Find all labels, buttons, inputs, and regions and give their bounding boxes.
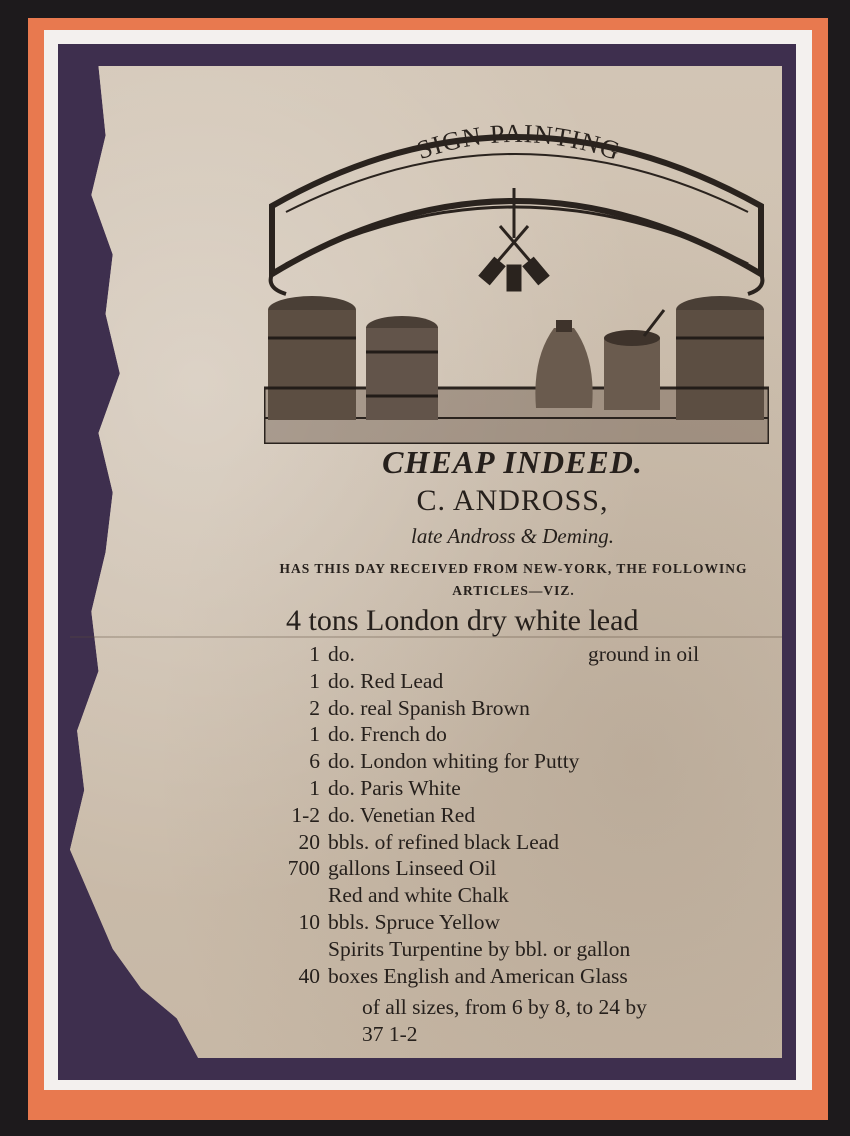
article-quantity: 1 [309,668,320,693]
article-item [250,910,775,937]
article-text: Red and white Chalk [328,883,509,908]
jug-icon [535,320,592,408]
article-item [250,722,775,749]
received-notice: HAS THIS DAY RECEIVED FROM NEW-YORK, THE FOLLOWING ARTICLES—VIZ. [279,561,748,598]
article-item [250,856,775,883]
article-item [250,749,775,776]
headline: CHEAP INDEED. [382,444,643,480]
article-text: bbls. of refined black Lead [328,829,560,854]
article-item [250,776,775,803]
article-quantity: 1 [309,642,320,666]
article-tail: ground in oil [588,642,700,666]
continuation [362,994,647,1048]
article-quantity: 1 [309,775,320,800]
article-text: boxes English and American Glass [328,963,628,988]
sign-painting-woodcut [264,88,769,444]
article-quantity: 10 [298,909,320,934]
article-quantity: 40 [298,963,320,988]
woodcut-title: SIGN PAINTING [413,118,625,167]
article-text: do. [328,642,355,666]
article-item [250,883,775,910]
barrel-icon [366,316,438,420]
article-quantity: 2 [309,695,320,720]
article-item [250,803,775,830]
article-item [250,669,775,696]
former-firm: late Andross & Deming. [411,524,614,548]
article-quantity: 1-2 [291,802,320,827]
continuation-line: of all sizes, from 6 by 8, to 24 by [362,995,647,1019]
article-list [250,642,775,990]
article-quantity: 1 [309,722,320,747]
barrel-icon [676,296,764,420]
article-text: do. London whiting for Putty [328,749,580,774]
advertisement [250,66,775,1058]
continuation-line: 37 1-2 [362,1022,418,1046]
article-text: bbls. Spruce Yellow [328,909,501,934]
article-item [250,696,775,723]
barrel-icon [268,296,356,420]
article-text: Spirits Turpentine by bbl. or gallon [328,936,631,961]
article-quantity: 700 [287,856,320,881]
article-quantity: 6 [309,749,320,774]
article-text: gallons Linseed Oil [328,856,497,881]
merchant-name: C. ANDROSS, [416,484,609,517]
article-item [250,937,775,964]
paint-pot-icon [604,310,664,410]
article-text: do. Paris White [328,775,461,800]
article-text: do. French do [328,722,447,747]
article-quantity: 20 [298,829,320,854]
lead-line: 4 tons London dry white lead [286,604,639,637]
article-item [250,642,775,669]
article-text: do. real Spanish Brown [328,695,530,720]
article-item [250,964,775,991]
article-item [250,830,775,857]
article-text: do. Red Lead [328,668,444,693]
article-text: do. Venetian Red [328,802,476,827]
